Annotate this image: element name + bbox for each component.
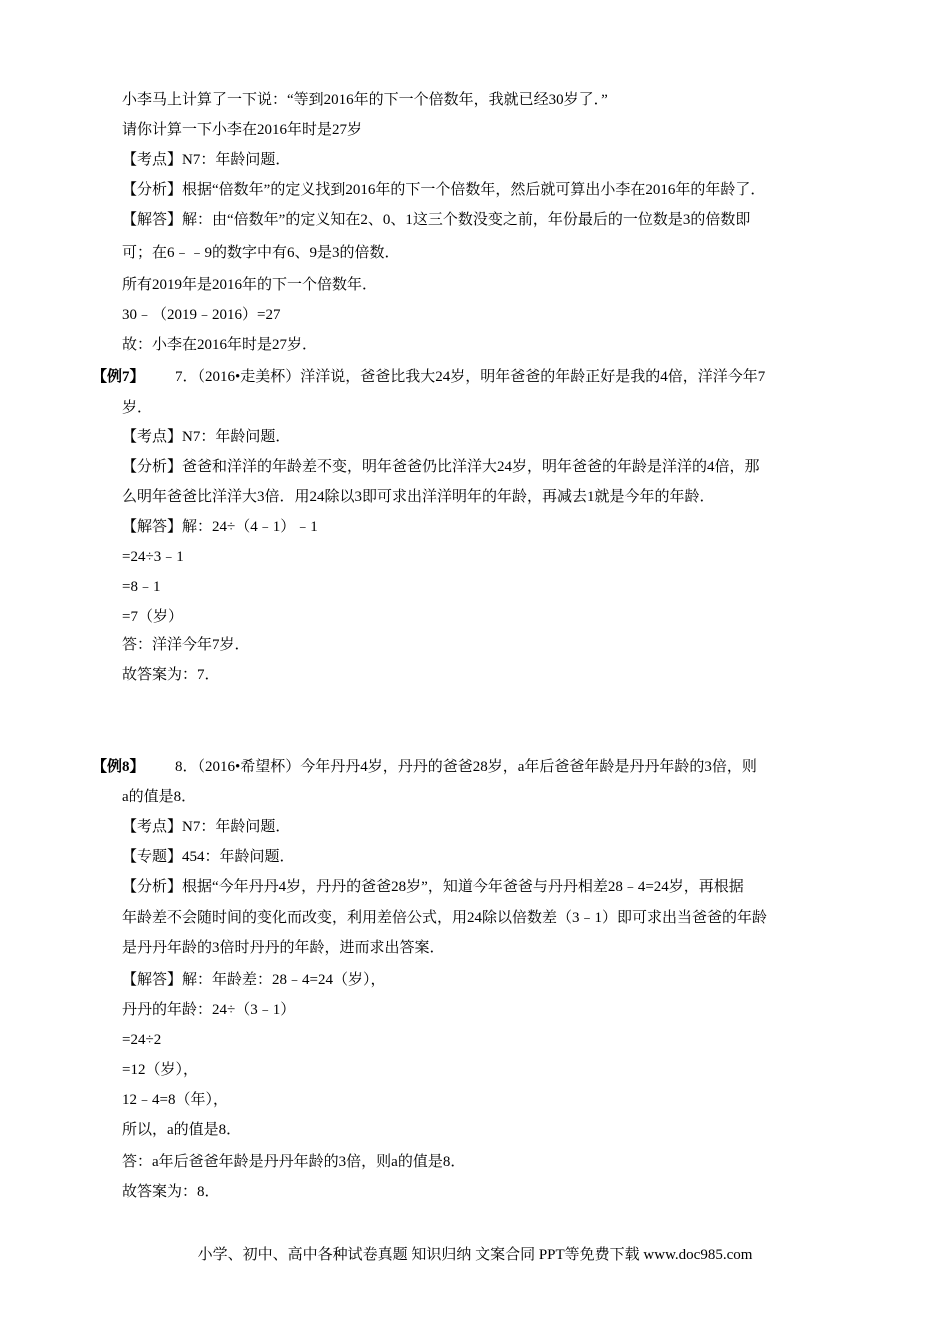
text-line: 【考点】N7：年龄问题． [122, 152, 291, 168]
text-line: =7（岁） [122, 609, 183, 625]
text-line: 【分析】根据“今年丹丹4岁，丹丹的爸爸28岁”，知道今年爸爸与丹丹相差28﹣4=24岁，再根据 [122, 879, 744, 895]
text-line: 故答案为：7． [122, 667, 220, 683]
text-line: 【考点】N7：年龄问题． [122, 429, 291, 445]
text-line: 【解答】解：24÷（4﹣1）﹣1 [122, 519, 318, 535]
example-label: 【例7】 [92, 369, 145, 385]
text-line: 小李马上计算了一下说：“等到2016年的下一个倍数年，我就已经30岁了．” [122, 92, 608, 108]
text-line: 【解答】解：由“倍数年”的定义知在2、0、1这三个数没变之前，年份最后的一位数是3的倍数即 [122, 212, 751, 228]
text-line: 30﹣（2019﹣2016）=27 [122, 307, 281, 323]
text-line: 【分析】根据“倍数年”的定义找到2016年的下一个倍数年，然后就可算出小李在2016年的年龄了． [122, 182, 766, 198]
text-line: 【解答】解：年龄差：28﹣4=24（岁）， [122, 972, 386, 988]
text-line: 岁． [122, 400, 153, 416]
text-line: 12﹣4=8（年）， [122, 1092, 228, 1108]
text-line: 可；在6﹣﹣9的数字中有6、9是3的倍数． [122, 245, 400, 261]
text-line: =12（岁）， [122, 1062, 198, 1078]
text-line: 么明年爸爸比洋洋大3倍．用24除以3即可求出洋洋明年的年龄，再减去1就是今年的年龄． [122, 489, 715, 505]
example-label: 【例8】 [92, 759, 145, 775]
text-line: 答：a年后爸爸年龄是丹丹年龄的3倍，则a的值是8． [122, 1154, 466, 1170]
text-line: 【专题】454：年龄问题． [122, 849, 295, 865]
text-line: =24÷2 [122, 1032, 162, 1048]
text-line: 请你计算一下小李在2016年时是27岁 [122, 122, 363, 138]
text-line: =24÷3﹣1 [122, 549, 184, 565]
text-line: 所有2019年是2016年的下一个倍数年． [122, 277, 378, 293]
text-line: 答：洋洋今年7岁． [122, 637, 250, 653]
text-line: 故：小李在2016年时是27岁． [122, 337, 318, 353]
text-line: 【分析】爸爸和洋洋的年龄差不变，明年爸爸仍比洋洋大24岁，明年爸爸的年龄是洋洋的4倍，那 [122, 459, 760, 475]
text-line: 年龄差不会随时间的变化而改变，利用差倍公式，用24除以倍数差（3﹣1）即可求出当爸爸的年龄 [122, 910, 768, 926]
question-text: 7．（2016•走美杯）洋洋说，爸爸比我大24岁，明年爸爸的年龄正好是我的4倍，洋洋今年7 [175, 369, 766, 385]
text-line: =8﹣1 [122, 579, 161, 595]
text-line: 故答案为：8． [122, 1184, 220, 1200]
text-line: a的值是8． [122, 789, 197, 805]
page-footer: 小学、初中、高中各种试卷真题 知识归纳 文案合同 PPT等免费下载 www.doc985.com [197, 1247, 753, 1263]
text-line: 所以，a的值是8． [122, 1122, 242, 1138]
text-line: 【考点】N7：年龄问题． [122, 819, 291, 835]
text-line: 是丹丹年龄的3倍时丹丹的年龄，进而求出答案． [122, 940, 445, 956]
text-line: 丹丹的年龄：24÷（3﹣1） [122, 1002, 296, 1018]
question-text: 8．（2016•希望杯）今年丹丹4岁，丹丹的爸爸28岁，a年后爸爸年龄是丹丹年龄的3倍，则 [175, 759, 757, 775]
